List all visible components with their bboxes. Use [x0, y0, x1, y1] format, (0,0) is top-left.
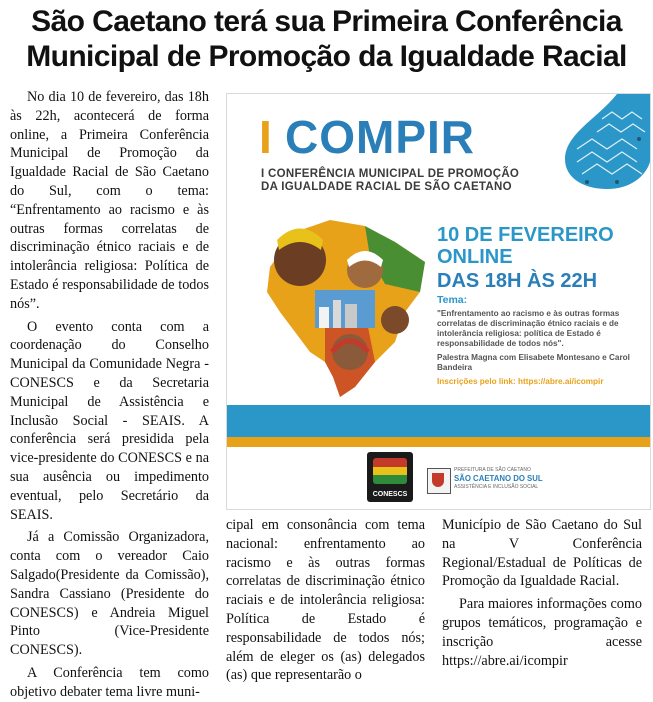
col3-paragraph-1: Município de São Caetano do Sul na V Conferência Regional/Estadual de Políticas de Promoção da Igualdade Racial. — [442, 517, 642, 590]
subtitle-line-2: DA IGUALDADE RACIAL DE SÃO CAETANO — [261, 181, 512, 193]
conescs-label: CONESCS — [372, 491, 408, 498]
inscricoes-link[interactable]: Inscrições pelo link: https://abre.ai/icompir — [437, 377, 604, 386]
col1-paragraph-4: A Conferência tem como objetivo debater tema livre muni- — [10, 664, 209, 700]
col2-paragraph-1: cipal em consonância com tema nacional: enfrentamento ao racismo e às outras formas correlatas de discriminação étnico raciais e de intolerância religiosa: Política de Estado é responsabilidade de todos nós; além de eleger os (as) delegados (as) que representarão o — [226, 517, 425, 684]
column-2 — [226, 516, 425, 685]
event-flyer — [226, 93, 651, 510]
prefeitura-crest-icon — [427, 468, 451, 494]
event-time: DAS 18H ÀS 22H — [437, 270, 598, 292]
tema-label: Tema: — [437, 294, 468, 306]
subtitle-line-1: I CONFERÊNCIA MUNICIPAL DE PROMOÇÃO — [261, 168, 520, 180]
drop-shape — [565, 94, 651, 189]
palestra-text: Palestra Magna com Elisabete Montesano e Carol Bandeira — [437, 353, 630, 372]
brazil-map-collage — [255, 212, 435, 402]
flyer-orange-band — [227, 437, 650, 447]
prefeitura-name: SÃO CAETANO DO SUL — [454, 474, 543, 483]
prefeitura-small-bottom: ASSISTÊNCIA E INCLUSÃO SOCIAL — [454, 484, 539, 490]
prefeitura-small-top: PREFEITURA DE SÃO CAETANO — [454, 467, 531, 473]
article-headline — [0, 4, 653, 74]
headline-line-2: Municipal de Promoção da Igualdade Racial — [26, 40, 627, 73]
event-date: 10 DE FEVEREIRO — [437, 224, 614, 246]
column-1 — [10, 88, 209, 702]
conescs-logo — [367, 452, 413, 502]
col1-paragraph-3: Já a Comissão Organizadora, conta com o vereador Caio Salgado(Presidente da Comissão), Sandra Cassiano (Presidente do CONESCS) e Andreia Miguel Pinto (Vice-Presidente CONESCS). — [10, 529, 209, 659]
headline-line-1: São Caetano terá sua Primeira Conferência — [31, 5, 622, 38]
column-3 — [442, 516, 642, 670]
flyer-subtitle — [261, 168, 519, 194]
logo-letter-i: I — [259, 111, 272, 163]
tema-text: "Enfrentamento ao racismo e às outras formas correlatas de discriminação étnico raciais e de intolerância religiosa: política de Estado é responsabilidade de todos nós". — [437, 309, 620, 348]
col3-paragraph-2: Para maiores informações como grupos temáticos, programação e inscrição acesse https://abre.ai/icompir — [442, 596, 642, 669]
event-mode: ONLINE — [437, 246, 513, 268]
col1-paragraph-1: No dia 10 de fevereiro, das 18h às 22h, acontecerá de forma online, a Primeira Conferência Municipal de Promoção da Igualdade Racial de São Caetano do Sul, com o tema: “Enfrentamento ao racismo e às outras formas correlatas de discriminação étnico raciais e de intolerância religiosa: Política de Estado é responsabilidade de todos nós”. — [10, 89, 209, 312]
portrait-man — [381, 306, 409, 334]
conescs-flag-icon — [373, 458, 407, 484]
drop-pattern-graphic — [557, 94, 651, 189]
logo-compir: COMPIR — [285, 111, 475, 163]
col1-paragraph-2: O evento conta com a coordenação do Conselho Municipal da Comunidade Negra - CONESCS e da Secretaria Municipal de Assistência e Inclusão Social - SEAIS. A conferência será presidida pela vice-presidente do CONESCS e na sua ausência ou impedimento eventual, pelo Secretário da SEAIS. — [10, 318, 209, 523]
flyer-blue-band — [227, 405, 650, 437]
